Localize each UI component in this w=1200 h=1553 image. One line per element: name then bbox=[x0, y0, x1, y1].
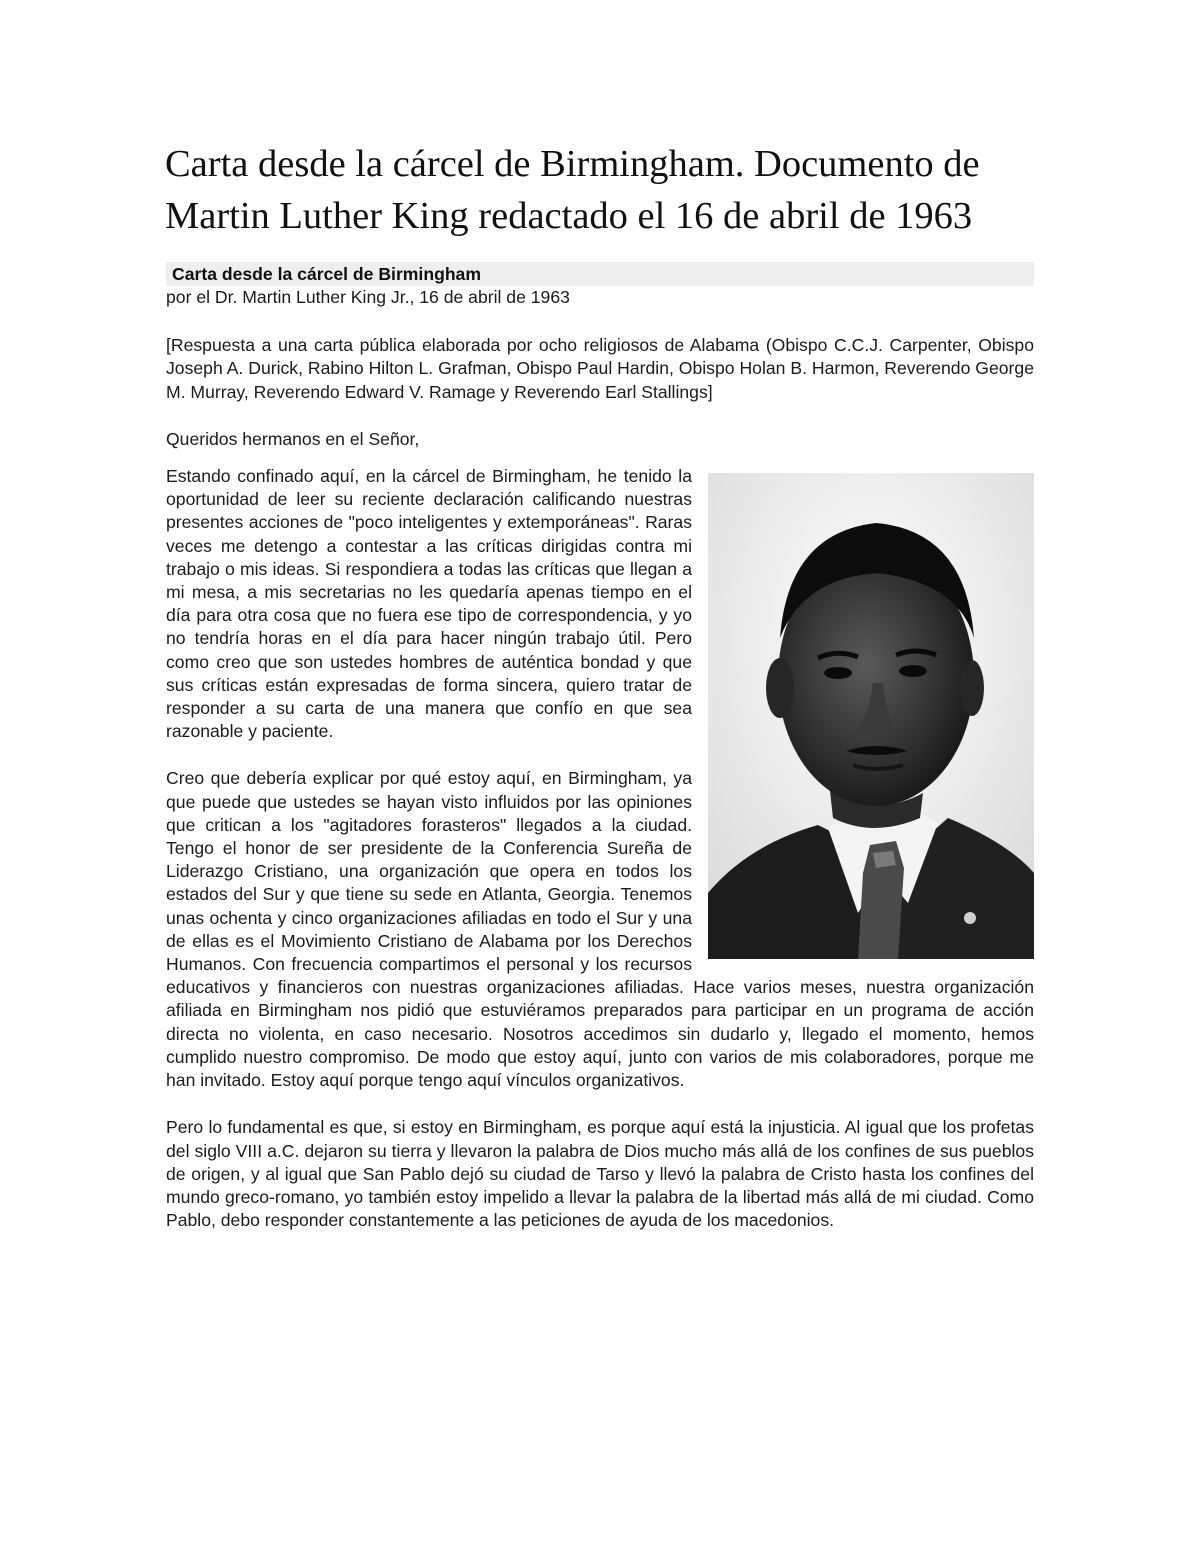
section-heading: Carta desde la cárcel de Birmingham bbox=[166, 262, 1034, 286]
portrait-photo bbox=[708, 473, 1034, 959]
portrait-illustration bbox=[708, 473, 1034, 959]
document-body bbox=[166, 262, 1034, 1256]
salutation: Queridos hermanos en el Señor, bbox=[166, 428, 420, 449]
intro-paragraph: [Respuesta a una carta pública elaborada por ocho religiosos de Alabama (Obispo C.C.J. Carpenter, Obispo Joseph A. Durick, Rabino Hilton L. Grafman, Obispo Paul Hardin, Obispo Holan B. Harmon, Reverendo George M. Murray, Reverendo Edward V. Ramage y Reverendo Earl Stallings] bbox=[166, 335, 1034, 402]
body-paragraph: Pero lo fundamental es que, si estoy en Birmingham, es porque aquí está la injusticia. Al igual que los profetas del siglo VIII a.C. dejaron su tierra y llevaron la palabra de Dios mucho más allá de los confines de sus pueblos de origen, y al igual que San Pablo dejó su ciudad de Tarso y llevó la palabra de Cristo hasta los confines del mundo greco-romano, yo también estoy impelido a llevar la palabra de la libertad más allá de mi ciudad. Como Pablo, debo responder constantemente a las peticiones de ayuda de los macedonios. bbox=[166, 1117, 1034, 1231]
document-title: Carta desde la cárcel de Birmingham. Documento de Martin Luther King redactado el 16 de abril de 1963 bbox=[165, 143, 980, 237]
body-paragraph: Estando confinado aquí, en la cárcel de Birmingham, he tenido la oportunidad de leer su reciente declaración calificando nuestras presentes acciones de "poco inteligentes y extemporáneas". Raras veces me detengo a contestar a las críticas dirigidas contra mi trabajo o mis ideas. Si respondiera a todas las críticas que llegan a mi mesa, a mis secretarias no les quedaría apenas tiempo en el día para otra cosa que no fuera ese tipo de correspondencia, y yo no tendría horas en el día para hacer ningún trabajo útil. Pero como creo que son ustedes hombres de auténtica bondad y que sus críticas están expresadas de forma sincera, quiero tratar de responder a su carta de una manera que confío en que sea razonable y paciente. bbox=[166, 466, 692, 742]
body-paragraph: Creo que debería explicar por qué estoy aquí, en Birmingham, ya que puede que ustedes se hayan visto influidos por las opiniones que critican a los "agitadores forasteros" llegados a la ciudad. Tengo el honor de ser presidente de la Conferencia Sureña de Liderazgo Cristiano, una organización que opera en todos los estados del Sur y que tiene su sede en Atlanta, Georgia. Tenemos unas ochenta y cinco organizaciones afiliadas en todo el Sur y una de ellas es el Movimiento Cristiano de Alabama por los Derechos Humanos. Con frecuencia compartimos el personal y los recursos educativos y financieros con nuestras organizaciones afiliadas. Hace varios meses, nuestra organización afiliada en Birmingham nos pidió que estuviéramos preparados para participar en un programa de acción directa no violenta, en caso necesario. Nosotros accedimos sin dudarlo y, llegado el momento, hemos cumplido nuestro compromiso. De modo que estoy aquí, junto con varios de mis colaboradores, porque me han invitado. Estoy aquí porque tengo aquí vínculos organizativos. bbox=[166, 768, 1034, 1091]
byline: por el Dr. Martin Luther King Jr., 16 de abril de 1963 bbox=[166, 287, 570, 307]
